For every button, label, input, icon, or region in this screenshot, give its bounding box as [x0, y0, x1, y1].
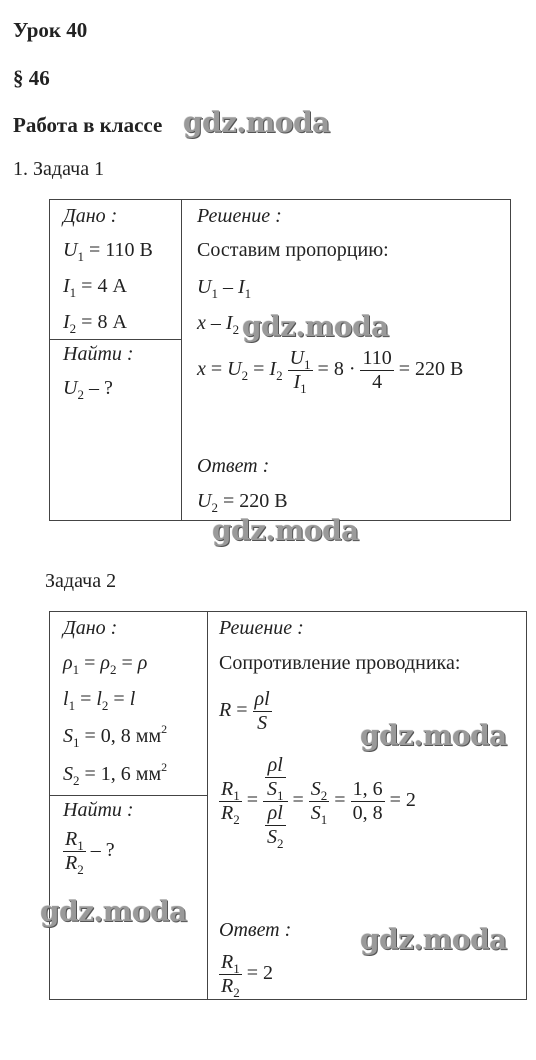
- task1-solution-heading: Решение :: [197, 205, 282, 227]
- classwork-heading: Работа в классе: [13, 113, 163, 137]
- task2-given-rho: $\rho_1 = \rho_2 = \rho$: [63, 652, 148, 677]
- lesson-title: Урок 40: [13, 18, 88, 42]
- watermark: gdz.moda: [242, 310, 389, 343]
- task2-solution-heading: Решение :: [219, 617, 304, 639]
- task1-formula: $x = U_2 = I_2$ $\frac{U_1}{I_1}$ = 8 · $\frac{110}{4}$ = 220 В: [197, 347, 464, 396]
- watermark: gdz.moda: [183, 106, 330, 139]
- task2-given-s2: $S_2 = 1$, 6 $мм^2$: [63, 760, 168, 788]
- task2-resistance-text: Сопротивление проводника:: [219, 652, 461, 674]
- task1-proportion-row1: $U_1 - I_1$: [197, 276, 252, 301]
- task2-find-ratio: $\frac{R_1}{R_2}$ – ?: [65, 828, 115, 877]
- task1-fraction-values: $\frac{110}{4}$: [362, 347, 392, 393]
- task1-proportion-text: Составим пропорцию:: [197, 239, 389, 261]
- paragraph-number: § 46: [13, 66, 50, 90]
- task2-answer: $\frac{R_1}{R_2}$ = 2: [221, 951, 273, 1000]
- task2-fraction-values: $\frac{1, 6}{0, 8}$: [352, 778, 383, 824]
- task2-find-heading: Найти :: [63, 799, 134, 821]
- watermark: gdz.moda: [212, 514, 359, 547]
- task1-fraction-u1-i1: $\frac{U_1}{I_1}$: [289, 347, 311, 396]
- task2-complex-fraction: $\frac{\frac{\rho l}{S_1}}{\frac{\rho l}{S_2}}$: [263, 754, 288, 849]
- task1-given-i2: $I_2 = 8$ А: [63, 311, 127, 336]
- task1-find-u2: $U_2$ – ?: [63, 377, 113, 402]
- task2-answer-heading: Ответ :: [219, 919, 292, 941]
- task2-title: Задача 2: [45, 570, 117, 592]
- task1-table: [49, 199, 511, 521]
- task1-proportion-row2: x – $I_2$: [197, 312, 240, 337]
- task2-ratio-formula: $\frac{R_1}{R_2}$ = $\frac{\frac{\rho l}{S_1}}{\frac{\rho l}{S_2}}$ = $\frac{S_2}{S_1}$ = $\frac{1, 6}{0, 8}$ = 2: [221, 754, 416, 851]
- task1-title: 1. Задача 1: [13, 158, 105, 180]
- task1-given-heading: Дано :: [63, 205, 118, 227]
- watermark: gdz.moda: [360, 719, 507, 752]
- task2-given-heading: Дано :: [63, 617, 118, 639]
- task2-resistance-formula: R = $\frac{\rho l}{S}$: [219, 688, 270, 734]
- task1-find-heading: Найти :: [63, 343, 134, 365]
- task1-given-i1: $I_1 = 4$ А: [63, 275, 127, 300]
- task1-given-u1: $U_1 = 110$ В: [63, 239, 153, 264]
- task2-given-s1: $S_1 = 0$, 8 $мм^2$: [63, 722, 168, 750]
- task1-answer-heading: Ответ :: [197, 455, 270, 477]
- task1-answer: $U_2 = 220$ В: [197, 490, 288, 515]
- watermark: gdz.moda: [40, 895, 187, 928]
- watermark: gdz.moda: [360, 923, 507, 956]
- task2-given-length: $l_1 = l_2 = l$: [63, 688, 136, 713]
